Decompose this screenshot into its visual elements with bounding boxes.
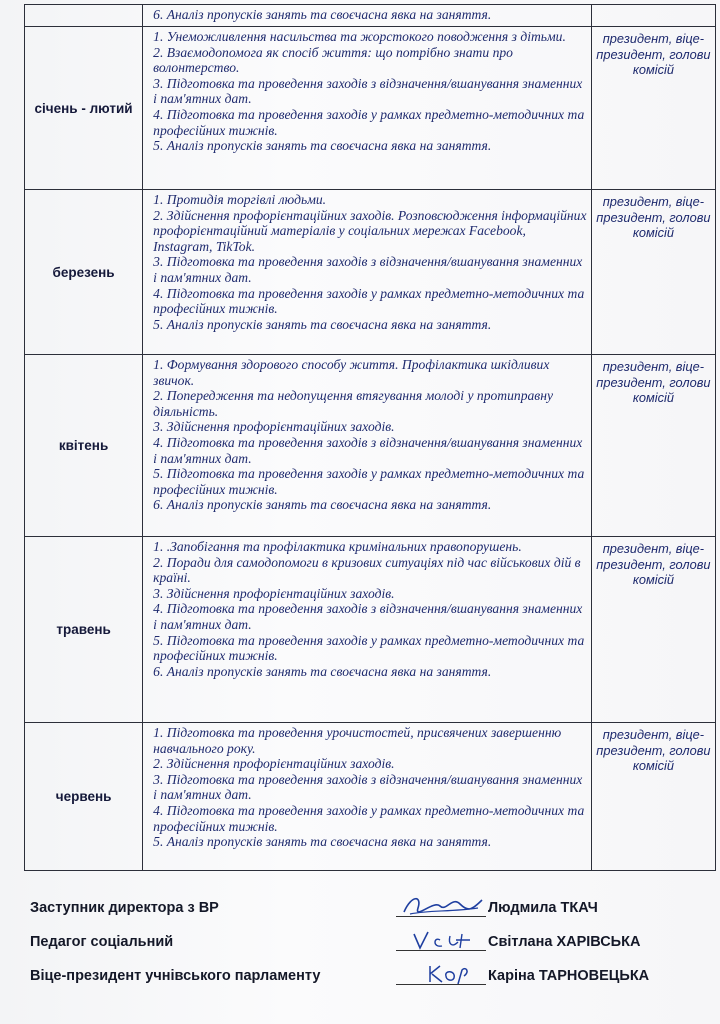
responsible-cell: президент, віце-президент, голови комісій	[591, 537, 715, 723]
activity-item: 1. .Запобігання та профілактика кримінальних правопорушень.	[153, 539, 522, 554]
signatory-name: Світлана ХАРІВСЬКА	[488, 934, 641, 950]
activity-item: 1. Формування здорового способу життя. Профілактика шкідливих звичок.	[153, 357, 550, 388]
responsible-cell: президент, віце-президент, голови комісій	[591, 190, 715, 355]
activity-item: 1. Унеможливлення насильства та жорстокого поводження з дітьми.	[153, 29, 566, 44]
activity-plan-table	[24, 4, 716, 871]
activity-item: 5. Аналіз пропусків занять та своєчасна явка на заняття.	[153, 138, 492, 154]
signatory-position: Педагог соціальний	[30, 934, 174, 950]
signatory-position: Віце-президент учнівського парламенту	[30, 968, 321, 984]
signature-line	[396, 950, 486, 951]
activity-item: 6. Аналіз пропусків занять та своєчасна явка на заняття.	[153, 663, 492, 679]
activity-item: 3. Підготовка та проведення заходів з відзначення/вшанування знаменних і пам'ятних дат.	[153, 75, 583, 107]
activity-item: 4. Підготовка та проведення заходів у рамках предметно-методичних та професійних тижнів.	[153, 802, 585, 834]
month-cell: березень	[25, 190, 143, 355]
responsible-cell: президент, віце-президент, голови комісій	[591, 27, 715, 190]
activity-item: 4. Підготовка та проведення заходів з відзначення/вшанування знаменних і пам'ятних дат.	[153, 434, 583, 466]
month-cell	[25, 5, 143, 27]
table-row	[25, 5, 716, 27]
activity-item: 1. Підготовка та проведення урочистостей, присвячених завершенню навчального року.	[153, 725, 562, 756]
month-cell: січень - лютий	[25, 27, 143, 190]
activity-item: 3. Здійснення профорієнтаційних заходів.	[153, 585, 395, 601]
table-row	[25, 27, 716, 190]
activity-item: 5. Аналіз пропусків занять та своєчасна явка на заняття.	[153, 834, 492, 850]
activities-cell	[143, 27, 592, 190]
signatory-position: Заступник директора з ВР	[30, 900, 219, 916]
table-row	[25, 723, 716, 871]
month-cell: квітень	[25, 355, 143, 537]
signature-row	[30, 930, 710, 960]
responsible-cell: президент, віце-президент, голови комісій	[591, 723, 715, 871]
activity-item: 4. Підготовка та проведення заходів з відзначення/вшанування знаменних і пам'ятних дат.	[153, 601, 583, 632]
activity-item: 5. Підготовка та проведення заходів у рамках предметно-методичних та професійних тижнів.	[153, 632, 585, 664]
activity-item: 2. Взаємодопомога як спосіб життя: що потрібно знати про волонтерство.	[153, 44, 513, 76]
activity-item: 2. Поради для самодопомоги в кризових ситуаціях під час військових дій в країні.	[153, 554, 581, 586]
signature-row	[30, 896, 710, 926]
signatory-name: Каріна ТАРНОВЕЦЬКА	[488, 968, 650, 984]
activities-cell	[143, 537, 592, 723]
activities-cell	[143, 190, 592, 355]
activities-cell	[143, 5, 592, 27]
activities-cell	[143, 355, 592, 537]
activity-item: 6. Аналіз пропусків занять та своєчасна явка на заняття.	[153, 497, 492, 513]
table-row	[25, 537, 716, 723]
signature-line	[396, 984, 486, 985]
activity-item: 3. Підготовка та проведення заходів з відзначення/вшанування знаменних і пам'ятних дат.	[153, 771, 583, 803]
activity-item: 5. Підготовка та проведення заходів у рамках предметно-методичних та професійних тижнів.	[153, 466, 585, 497]
month-cell: червень	[25, 723, 143, 871]
responsible-cell: президент, віце-президент, голови комісій	[591, 355, 715, 537]
activity-item: 6. Аналіз пропусків занять та своєчасна явка на заняття.	[153, 7, 492, 22]
activity-item: 4. Підготовка та проведення заходів у рамках предметно-методичних та професійних тижнів.	[153, 106, 585, 138]
activity-item: 3. Підготовка та проведення заходів з відзначення/вшанування знаменних і пам'ятних дат.	[153, 254, 583, 285]
activity-item: 1. Протидія торгівлі людьми.	[153, 192, 327, 207]
signature-row	[30, 964, 710, 994]
activities-cell	[143, 723, 592, 871]
activity-item: 5. Аналіз пропусків занять та своєчасна явка на заняття.	[153, 316, 492, 332]
signature-line	[396, 916, 486, 917]
activity-item: 2. Попередження та недопущення втягування молоді у протиправну діяльність.	[153, 388, 553, 419]
month-cell: травень	[25, 537, 143, 723]
activity-item: 2. Здійснення профорієнтаційних заходів.	[153, 756, 395, 772]
activity-item: 3. Здійснення профорієнтаційних заходів.	[153, 419, 395, 435]
responsible-cell	[591, 5, 715, 27]
signatory-name: Людмила ТКАЧ	[488, 900, 598, 916]
table-row	[25, 190, 716, 355]
activity-item: 2. Здійснення профорієнтаційних заходів. Розповсюдження інформаційних профорієнтаційний матеріалів у соціальних мережах Facebook, Instagram, TikTok.	[153, 207, 587, 254]
table-row	[25, 355, 716, 537]
activity-item: 4. Підготовка та проведення заходів у рамках предметно-методичних та професійних тижнів.	[153, 285, 585, 317]
